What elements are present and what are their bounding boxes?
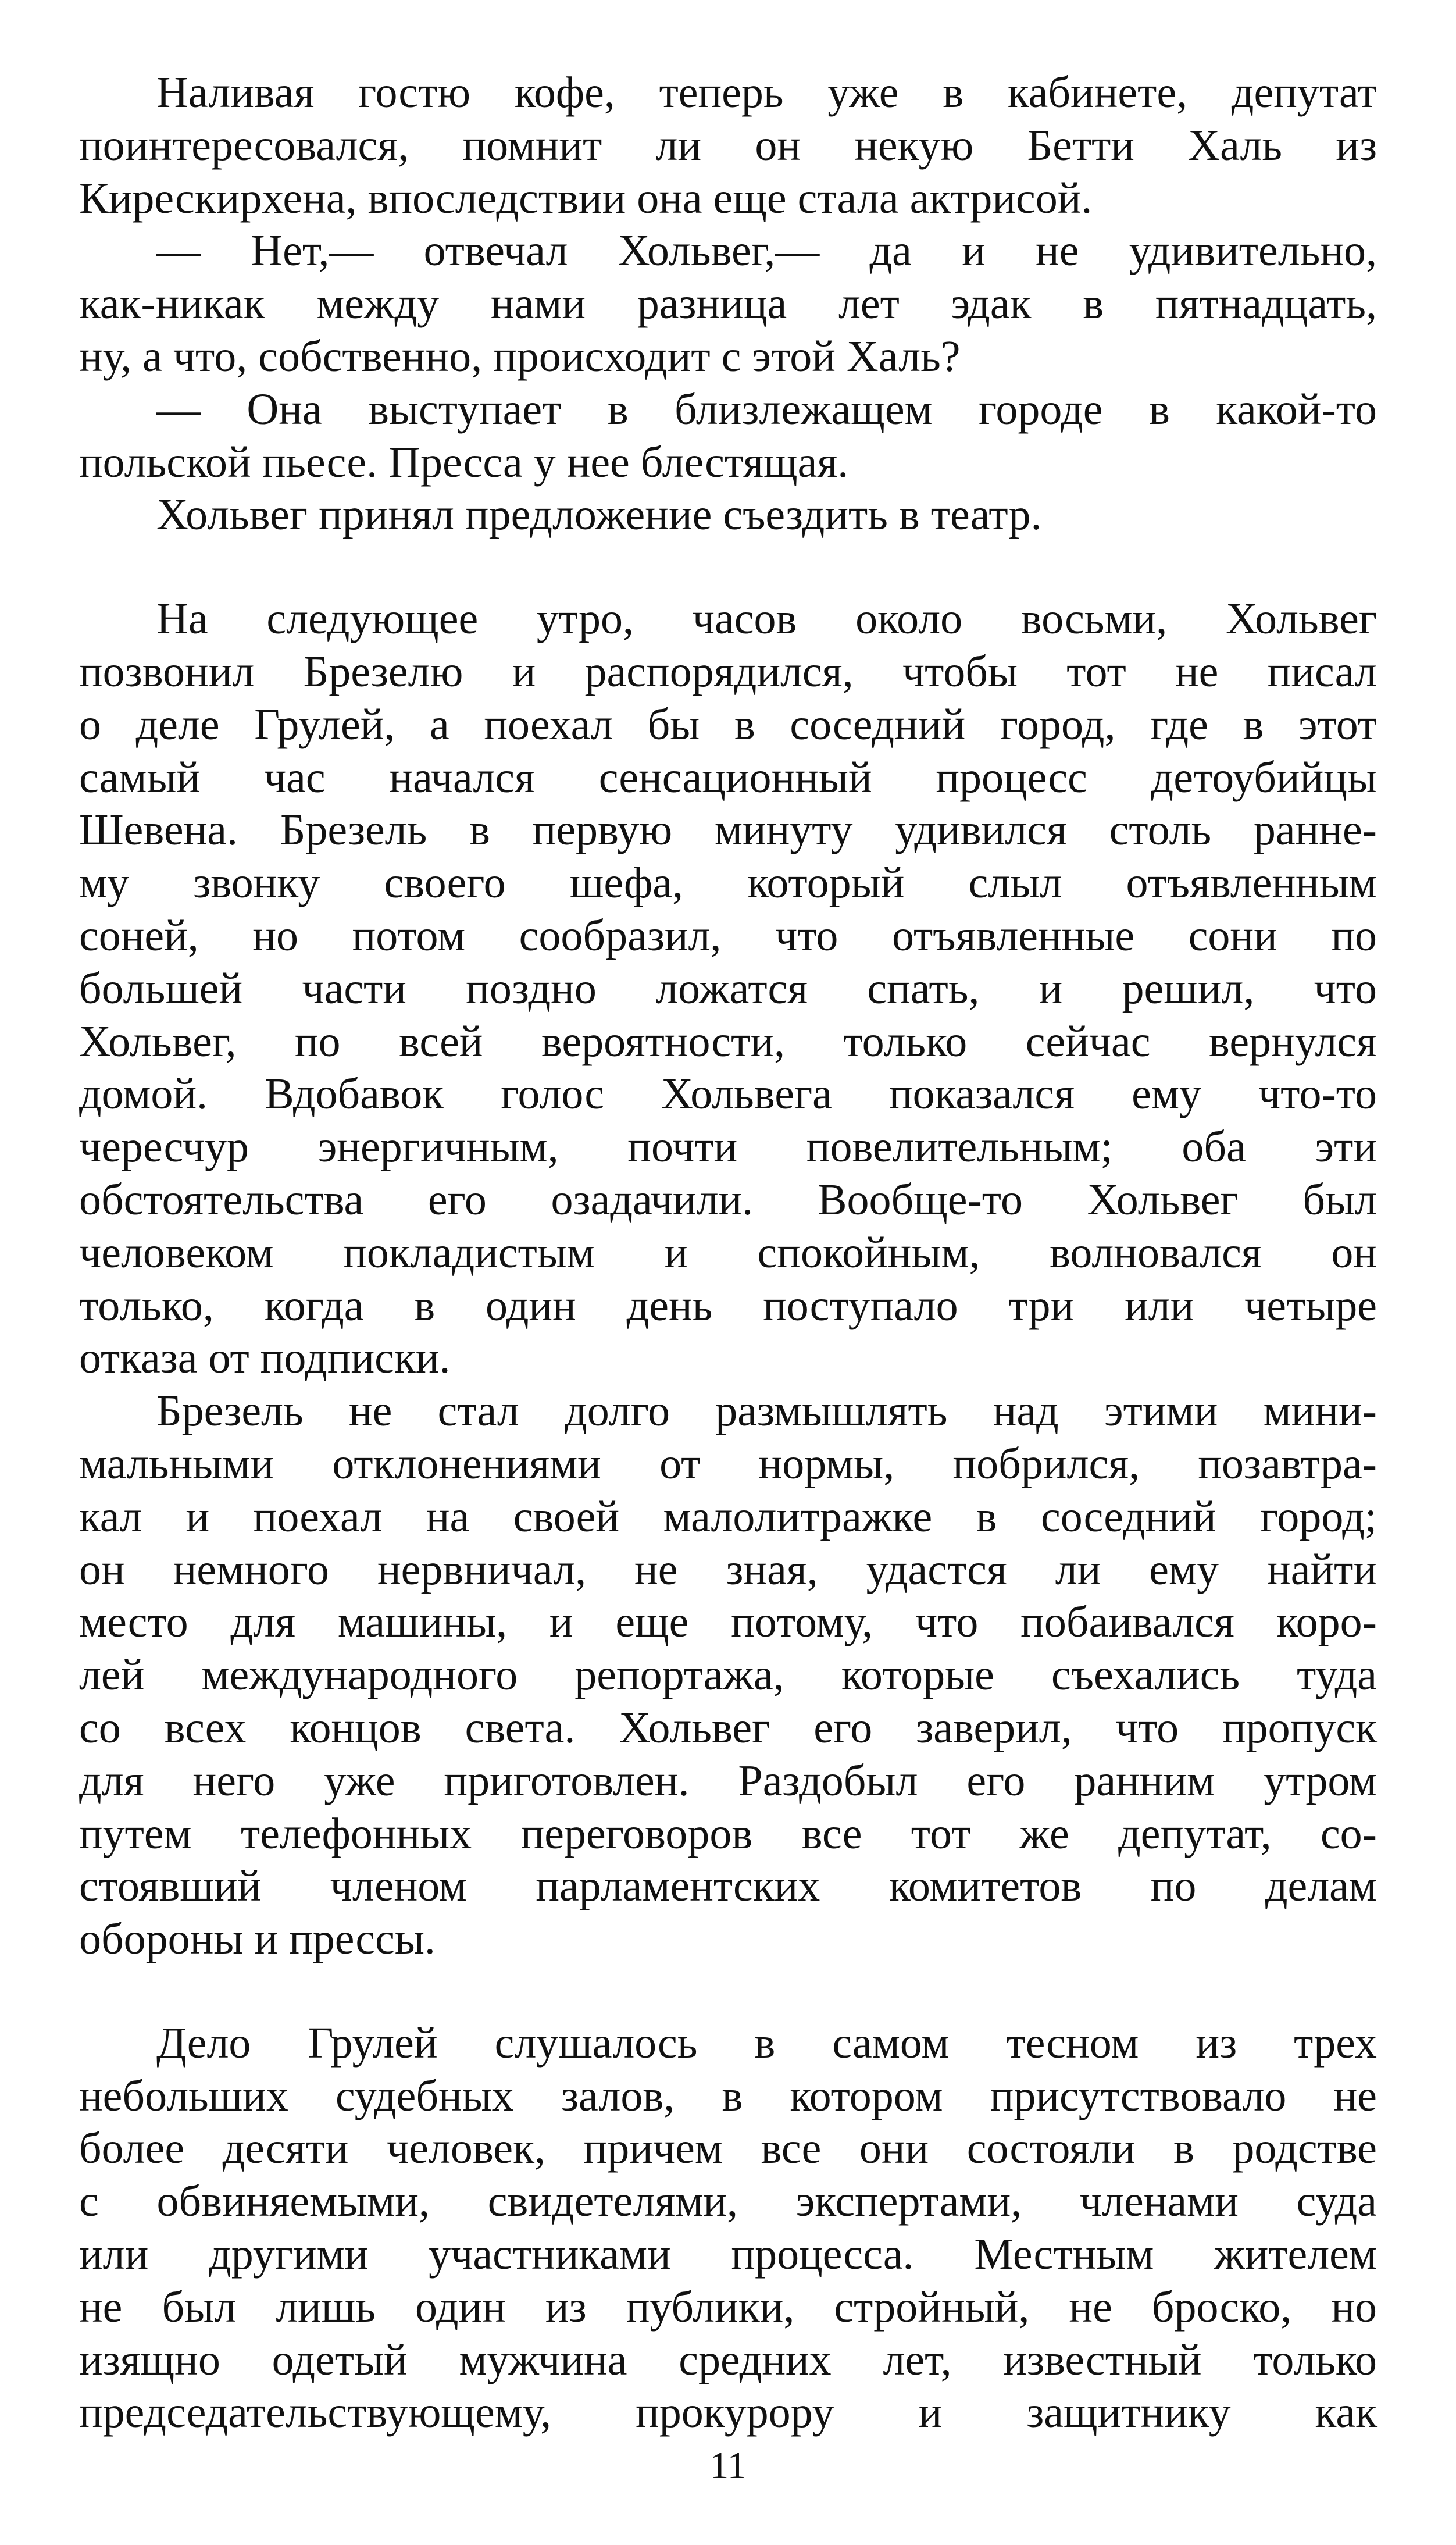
text-line: польской пьесе. Пресса у нее блестящая. xyxy=(79,437,849,487)
text-line: поинтересовался, помнит ли он некую Бетти Халь из xyxy=(79,120,1377,170)
text-line: обстоятельства его озадачили. Вообще-то Хольвег был xyxy=(79,1175,1377,1224)
text-line: председательствующему, прокурору и защитнику как xyxy=(79,2388,1377,2437)
text-line: более десяти человек, причем все они состояли в родстве xyxy=(79,2124,1377,2173)
text-line: путем телефонных переговоров все тот же депутат, со- xyxy=(79,1809,1377,1858)
text-line: Шевена. Брезель в первую минуту удивился столь ранне- xyxy=(79,805,1377,855)
paragraph xyxy=(79,2017,1377,2439)
paragraph xyxy=(79,593,1377,1385)
text-line: кал и поехал на своей малолитражке в соседний город; xyxy=(79,1492,1377,1541)
text-line: стоявший членом парламентских комитетов по делам xyxy=(79,1862,1377,1911)
text-line: место для машины, и еще потому, что побаивался коро- xyxy=(79,1598,1377,1647)
text-line: соней, но потом сообразил, что отъявленные сони по xyxy=(79,911,1377,960)
text-line: лей международного репортажа, которые съехались туда xyxy=(79,1651,1377,1700)
text-line: Кирескирхена, впоследствии она еще стала актрисой. xyxy=(79,173,1093,223)
text-line: Брезель не стал долго размышлять над этими мини- xyxy=(156,1386,1377,1436)
text-line: Хольвег принял предложение съездить в театр. xyxy=(156,490,1042,540)
body-text xyxy=(79,66,1377,2439)
text-line: большей части поздно ложатся спать, и решил, что xyxy=(79,964,1377,1013)
section-break xyxy=(79,1966,1377,2017)
text-line: Хольвег, по всей вероятности, только сейчас вернулся xyxy=(79,1017,1377,1066)
text-line: самый час начался сенсационный процесс детоубийцы xyxy=(79,753,1377,802)
paragraph xyxy=(79,224,1377,383)
text-line: Наливая гостю кофе, теперь уже в кабинете, депутат xyxy=(156,68,1377,117)
text-line: домой. Вдобавок голос Хольвега показался ему что-то xyxy=(79,1070,1377,1119)
paragraph xyxy=(79,489,1377,541)
text-line: — Она выступает в близлежащем городе в какой-то xyxy=(156,384,1377,434)
text-line: — Нет,— отвечал Хольвег,— да и не удивительно, xyxy=(156,226,1377,276)
paragraph xyxy=(79,383,1377,489)
text-line: му звонку своего шефа, который слыл отъявленным xyxy=(79,858,1377,908)
text-line: позвонил Брезелю и распорядился, чтобы тот не писал xyxy=(79,647,1377,696)
text-line: не был лишь один из публики, стройный, не броско, но xyxy=(79,2282,1377,2332)
text-line: ну, а что, собственно, происходит с этой Халь? xyxy=(79,332,961,381)
paragraph xyxy=(79,1385,1377,1966)
text-line: с обвиняемыми, свидетелями, экспертами, членами суда xyxy=(79,2177,1377,2226)
text-line: человеком покладистым и спокойным, волновался он xyxy=(79,1228,1377,1277)
text-line: мальными отклонениями от нормы, побрился, позавтра- xyxy=(79,1439,1377,1488)
text-line: чересчур энергичным, почти повелительным; оба эти xyxy=(79,1122,1377,1172)
text-line: небольших судебных залов, в котором присутствовало не xyxy=(79,2071,1377,2120)
text-line: со всех концов света. Хольвег его заверил, что пропуск xyxy=(79,1703,1377,1752)
text-line: как-никак между нами разница лет эдак в пятнадцать, xyxy=(79,279,1377,329)
text-line: обороны и прессы. xyxy=(79,1915,436,1964)
text-line: изящно одетый мужчина средних лет, известный только xyxy=(79,2335,1377,2384)
text-line: для него уже приготовлен. Раздобыл его ранним утром xyxy=(79,1756,1377,1805)
text-line: о деле Грулей, а поехал бы в соседний город, где в этот xyxy=(79,700,1377,749)
text-line: Дело Грулей слушалось в самом тесном из трех xyxy=(156,2018,1377,2068)
text-line: отказа от подписки. xyxy=(79,1334,451,1383)
text-line: он немного нервничал, не зная, удастся ли ему найти xyxy=(79,1545,1377,1594)
section-break xyxy=(79,541,1377,593)
paragraph xyxy=(79,66,1377,224)
page-number: 11 xyxy=(709,2444,747,2487)
text-line: только, когда в один день поступало три или четыре xyxy=(79,1281,1377,1330)
text-line: На следующее утро, часов около восьми, Хольвег xyxy=(156,594,1377,644)
text-line: или другими участниками процесса. Местным жителем xyxy=(79,2230,1377,2279)
